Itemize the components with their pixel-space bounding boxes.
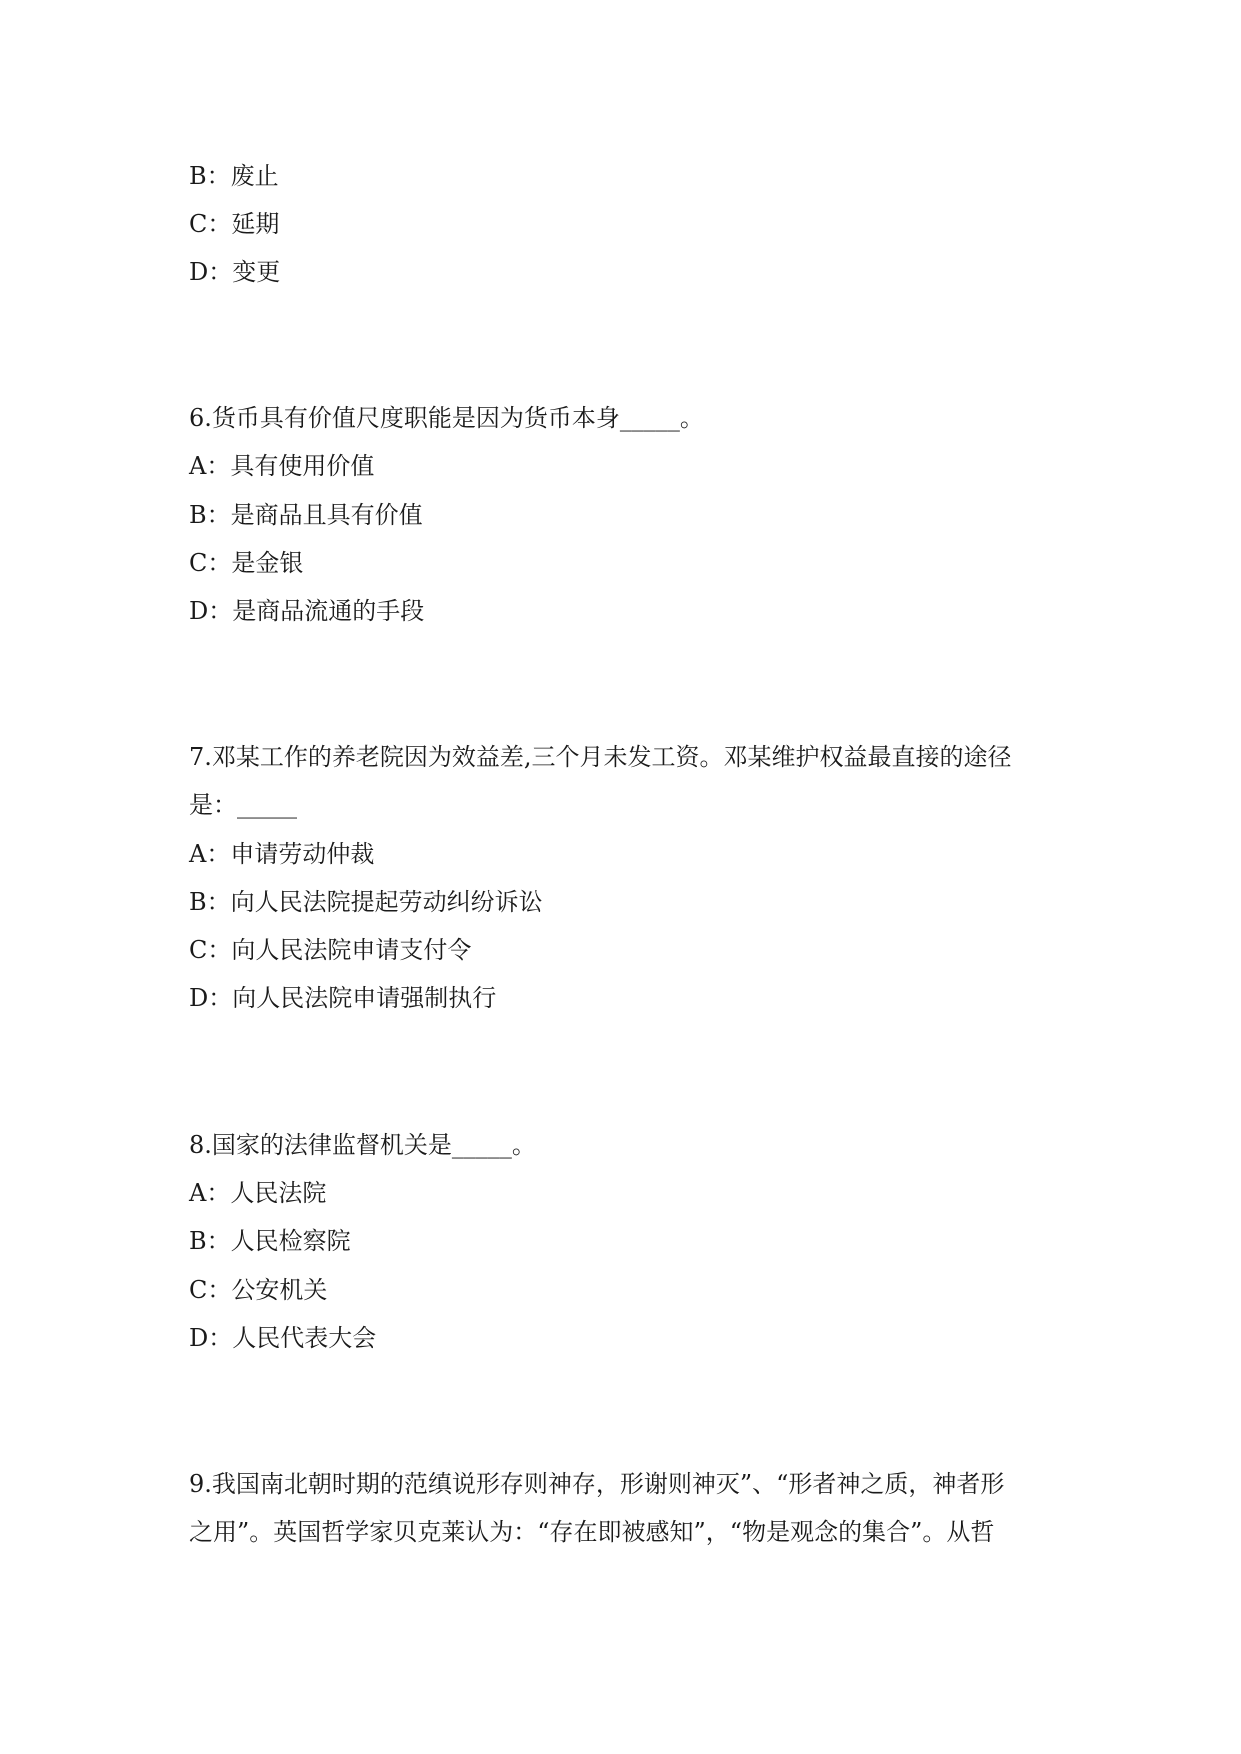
question-8-option-b: B：人民检察院 xyxy=(189,1227,351,1255)
question-9-stem-line1: 9.我国南北朝时期的范缜说形存则神存，形谢则神灭”、“形者神之质，神者形 xyxy=(189,1470,1005,1498)
question-6-option-b: B：是商品且具有价值 xyxy=(189,501,423,529)
question-8-option-a: A：人民法院 xyxy=(189,1179,327,1207)
question-7-stem-line2: 是：_____ xyxy=(189,791,297,819)
question-8-stem: 8.国家的法律监督机关是_____。 xyxy=(189,1131,536,1159)
question-7-stem-line1: 7.邓某工作的养老院因为效益差,三个月未发工资。邓某维护权益最直接的途径 xyxy=(189,743,1012,771)
question-6-stem: 6.货币具有价值尺度职能是因为货币本身_____。 xyxy=(189,404,704,432)
option-b: B：废止 xyxy=(189,162,279,190)
question-9-stem-line2: 之用”。英国哲学家贝克莱认为：“存在即被感知”，“物是观念的集合”。从哲 xyxy=(189,1518,995,1546)
question-6-option-a: A：具有使用价值 xyxy=(189,452,375,480)
question-6-option-d: D：是商品流通的手段 xyxy=(189,597,425,625)
option-d: D：变更 xyxy=(189,258,281,286)
question-7-option-c: C：向人民法院申请支付令 xyxy=(189,936,472,964)
question-7-option-d: D：向人民法院申请强制执行 xyxy=(189,984,497,1012)
question-6-option-c: C：是金银 xyxy=(189,549,304,577)
question-7-option-b: B：向人民法院提起劳动纠纷诉讼 xyxy=(189,888,543,916)
question-7-option-a: A：申请劳动仲裁 xyxy=(189,840,375,868)
question-8-option-d: D：人民代表大会 xyxy=(189,1324,377,1352)
question-8-option-c: C：公安机关 xyxy=(189,1276,328,1304)
option-c: C：延期 xyxy=(189,210,280,238)
